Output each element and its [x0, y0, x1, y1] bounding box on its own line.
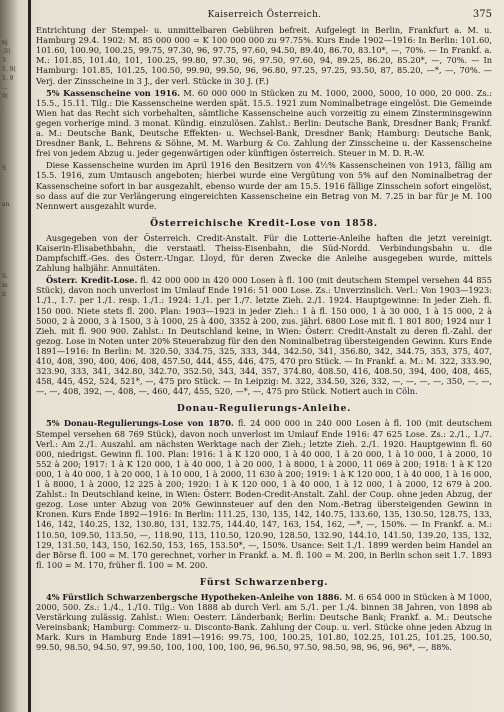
- paragraph-lead: 5% Donau-Regulierungs-Lose von 1870.: [46, 418, 234, 429]
- paragraph-kassenscheine-umtausch: Diese Kassenscheine wurden im April 1916 den Besitzern von 4½% Kassenscheinen von 1913, fällig am 15.5. 1916, zum Umtausch angeboten; hierbei wurde eine Vergütung von 5% auf den Nominalbetrag der Kassenscheine sofort in bar ausgezahlt, ebenso wurde der am 15.5. 1916 fällige Zinsschein sofort eingelöst, so dass auf die zur Verlängerung eingereichten Kassenscheine ein Betrag von M. 7.25 in bar für je M. 100 Nennwert ausgezahlt wurde.: [36, 160, 492, 211]
- paragraph-kassenscheine: 5% Kassenscheine von 1916. M. 60 000 000 in Stücken zu M. 1000, 2000, 5000, 10 000, 20 000. Zs.: 15.5., 15.11. Tilg.: Die Kassenscheine werden spät. 15.5. 1921 zum Nominalbetrage eingelöst. Die Gemeinde Wien hat das Recht sich vorbehalten, sämtliche Kassenscheine auch vorzeitig zu einem Zinsterminsgewinn gegen vorherige mind. 3 monat. Kündig. einzulösen. Zahlst.: Berlin: Deutsche Bank, Dresdner Bank; Frankf. a. M.: Deutsche Bank, Deutsche Effekten- u. Wechsel-Bank, Dresdner Bank; Hamburg: Deutsche Bank, Dresdner Bank, L. Behrens & Söhne, M. M. Warburg & Co. Zahlung der Zinsscheine u. der Kassenscheine frei von jedem Abzug u. jeder gegenwärtigen oder künftigen österreich. Steuer in M. D. R.-W.: [36, 87, 492, 159]
- paragraph-lead: 5% Kassenscheine von 1916.: [46, 87, 181, 98]
- running-title: Kaiserreich Österreich.: [207, 10, 322, 20]
- section-heading-kredit-lose: Österreichische Kredit-Lose von 1858.: [150, 217, 378, 229]
- paragraph-donau-lose: 5% Donau-Regulierungs-Lose von 1870. fl. 24 000 000 in 240 000 Losen à fl. 100 (mit deutschem Stempel versehen 68 769 Stück), davon noch unverlost im Umlauf Ende 1916: 47 625 Lose. Zs.: 2./1., 1./7. Verl.: Am 2./1. Auszahl. am nächsten Werktage nach der Zieh.; letzte Zieh. 2./1. 1920. Hauptgewinn fl. 60 000, niedrigst. Gewinn fl. 100. Plan: 1916: 1 à K 120 000, 1 à 40 000, 1 à 20 000, 1 à 10 000, 1 à 2000, 10 552 à 200; 1917: 1 à K 120 000, 1 à 40 000, 1 à 20 000, 1 à 8000, 1 à 2000, 11 069 à 200; 1918: 1 à K 120 000, 1 à 40 000, 1 à 20 000, 1 à 10 000, 1 à 2000, 11 630 à 200; 1919: 1 à K 120 000, 1 à 40 000, 1 à 16 000, 1 à 8000, 1 à 2000, 12 225 à 200; 1920: 1 à K 120 000, 1 à 40 000, 1 à 12 000, 1 à 2000, 12 679 à 200. Zahlst.: In Deutschland keine, in Wien: Österr. Boden-Credit-Anstalt. Zahl. der Coup. ohne jeden Abzug, der gezog. Lose unter Abzug von 20% Gewinnsteuer auf den den Nom.-Betrag übersteigenden Gewinn in Kronen. Kurs Ende 1892—1916: In Berlin: 111.25, 130, 135, 142, 140.75, 133.60, 135, 130.50, 128.75, 133, 146, 142, 140.25, 132, 130.80, 131, 132.75, 144.40, 147, 163, 154, 162, —*, —, 150%. — In Frankf. a. M.: 110.50, 109.50, 113.50, —, 118.90, 113, 110.50, 120.90, 128.50, 132.90, 144.10, 141.50, 139.20, 135, 132, 129, 131.50, 143, 150, 162.50, 153, 165, 153.50*, —, 150%. Usance: Seit 1./1. 1899 werden beim Handel an der Börse fl. 100 = M. 170 gerechnet, vorher in Frankf. a. M. fl. 100 = M. 200, in Berlin schon seit 1.7. 1893 fl. 100 = M. 170, früher fl. 100 = M. 200.: [36, 418, 492, 570]
- vertical-rule: [28, 0, 31, 712]
- paragraph-schwarzenberg: 4% Fürstlich Schwarzenbergsche Hypotheken-Anleihe von 1886. M. 6 654 000 in Stücken à M 1000, 2000, 500. Zs.: 1./4., 1./10. Tilg.: Von 1888 ab durch Verl. am 5./1. per 1./4. binnen 38 Jahren, von 1898 ab Verstärkung zulässig. Zahlst.: Wien: Oesterr. Länderbank; Berlin: Deutsche Bank; Frankf. a. M.: Deutsche Vereinsbank; Hamburg: Commerz- u. Disconto-Bank. Zahlung der Coup. u. verl. Stücke ohne jeden Abzug in Mark. Kurs in Hamburg Ende 1891—1916: 99.75, 100, 100.25, 101.80, 102.25, 101.25, 101.25, 100.50, 99.50, 98.50, 94.50, 97, 99.50, 100, 100, 100, 100, 96, 96.50, 97.50, 98.50, 98, 96, 96, 96*, —, 88%.: [36, 591, 492, 653]
- section-heading-schwarzenberg: Fürst Schwarzenberg.: [199, 576, 329, 588]
- paragraph-kredit-lose: Österr. Kredit-Lose. fl. 42 000 000 in 420 000 Losen à fl. 100 (mit deutschem Stempel versehen 44 855 Stück), davon noch unverlost im Umlauf Ende 1916: 51 000 Lose. Zs.: Unverzinslich. Verl.: Von 1903—1923: 1./1., 1.7. per 1./1. resp. 1./1.: 1924: 1./1. per 1./7. letzte Zieh. 2./1. 1924. Hauptgewinne: In jeder Zieh. fl. 150 000. Niete stets fl. 200. Plan: 1903—1923 in jeder Zieh.: 1 à fl. 150 000, 1 à 30 000, 1 à 15 000, 2 à 5000, 2 à 2000, 3 à 1500, 3 à 1000, 25 à 400, 3352 à 200, zus. jährl. 6800 Lose mit fl. 1 801 800; 1924 nur 1 Zieh. mit fl. 900 900. Zahlst.: In Deutschland keine, in Wien: Österr. Credit-Anstalt zu deren fl.-Zahl. der gezog. Lose in Noten unter 20% Steuerabzug für den den Nominalbetrag übersteigenden Gewinn. Kurs Ende 1891—1916: In Berlin: M. 320.50, 334.75, 325, 333, 344, 342.50, 341, 356.80, 342, 344.75, 353, 375, 407, 410, 408, 390, 400, 406, 408, 457.50, 444, 455, 446, 475, 470 pro Stück. — In Frankf. a. M.: M. 322, 333.90, 323.90, 333, 341, 342.80, 342.70, 352.50, 343, 344, 357, 374.80, 408.50, 416, 408.50, 394, 400, 408, 465, 458, 445, 452, 524, 521*, —, 475 pro Stück. — In Leipzig: M. 322, 334.50, 326, 332, —, —, —, —, 350, —, —, —, —, 408, 392, —, 408, —, 460, 447, 455, 520, —*, —, 475 pro Stück. Notiert auch in Cöln.: [36, 275, 492, 397]
- page-number: 375: [472, 9, 492, 20]
- paragraph-intro-1: Entrichtung der Stempel- u. unmittelbaren Gebühren befreit. Aufgelegt in Berlin, Frankfurt a. M. u. Hamburg 29.4. 1902: M. 85 000 000 = K 100 000 000 zu 97.75%. Kurs Ende 1902—1916: In Berlin: 101.60, 101.60, 100.90, 100.25, 99.75, 97.30, 96, 97.75, 97.60, 94.50, 89.40, 86.70, 83.10*, —, 70%. — In Frankf. a. M.: 101.85, 101.40, 101, 100.25, 99.80, 97.30, 96, 97.50, 97.60, 94, 89.25, 86.20, 85.20*, —, 70%. — In Hamburg: 101.85, 101.25, 100.50, 99.90, 99.50, 96, 96.80, 97.25, 97.25, 93.50, 87, 85.20, —*, —, 70%. — Verj. der Zinsscheine in 3 J., der verl. Stücke in 30 J. (F.): [36, 25, 492, 86]
- section-heading-donau: Donau-Regulierungs-Anleihe.: [176, 403, 352, 415]
- paragraph-kredit-intro: Ausgegeben von der Österreich. Credit-Anstalt. Für die Lotterie-Anleihe haften die jetzt vereinigt. Kaiserin-Elisabethbahn, die verstaatl. Theiss-Eisenbahn, die Süd-Nordd. Verbindungsbahn u. die Dampfschiff.-Ges. des Österr.-Ungar. Lloyd, für deren Zwecke die Anleihe ausgegeben wurde, mittels Zahlung halbjähr. Annuitäten.: [36, 232, 492, 274]
- paragraph-lead: Österr. Kredit-Lose.: [46, 275, 138, 286]
- left-margin-fragments: nj ,S) 3 1. 9( 1. 9 ... 9( , S an S. m it: [2, 39, 16, 298]
- page-content: [36, 10, 492, 653]
- paragraph-lead: 4% Fürstlich Schwarzenbergsche Hypotheken-Anleihe von 1886.: [46, 591, 343, 602]
- page-header: [36, 10, 492, 20]
